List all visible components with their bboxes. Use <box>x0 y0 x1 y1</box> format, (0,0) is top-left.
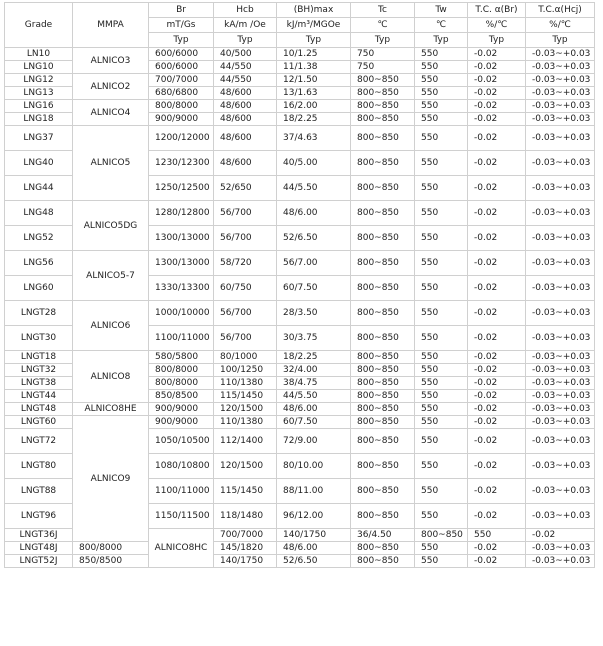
header-unit: %/℃ <box>468 18 526 33</box>
value-cell: -0.03~+0.03 <box>526 364 595 377</box>
table-row <box>5 251 595 276</box>
value-cell: 1230/12300 <box>149 151 214 176</box>
header-typ: Typ <box>277 33 351 48</box>
table-row <box>5 351 595 364</box>
value-cell: -0.02 <box>468 403 526 416</box>
value-cell: 40/5.00 <box>277 151 351 176</box>
value-cell: -0.02 <box>468 390 526 403</box>
grade-cell: LNGT52J <box>5 555 73 568</box>
value-cell: 56/700 <box>214 326 277 351</box>
value-cell: 800~850 <box>351 454 415 479</box>
grade-cell: LNGT30 <box>5 326 73 351</box>
header-mmpa: MMPA <box>73 3 149 48</box>
value-cell: 52/6.50 <box>277 226 351 251</box>
mmpa-cell: ALNICO6 <box>73 301 149 351</box>
value-cell: 800/8000 <box>149 100 214 113</box>
value-cell: 550 <box>415 74 468 87</box>
value-cell: 48/600 <box>214 87 277 100</box>
header-typ: Typ <box>149 33 214 48</box>
value-cell: 800~850 <box>351 351 415 364</box>
value-cell: -0.03~+0.03 <box>526 416 595 429</box>
table-row <box>5 74 595 87</box>
table-body <box>5 48 595 568</box>
alnico-properties-table <box>4 2 595 568</box>
value-cell: 1150/11500 <box>149 504 214 529</box>
value-cell: -0.02 <box>468 555 526 568</box>
grade-cell: LNG40 <box>5 151 73 176</box>
table-row <box>5 555 595 568</box>
value-cell: 800~850 <box>351 276 415 301</box>
header-tw: Tw <box>415 3 468 18</box>
value-cell: -0.02 <box>468 301 526 326</box>
value-cell: 140/1750 <box>214 555 277 568</box>
value-cell: 550 <box>415 113 468 126</box>
value-cell: 18/2.25 <box>277 351 351 364</box>
value-cell: 37/4.63 <box>277 126 351 151</box>
header-typ: Typ <box>415 33 468 48</box>
value-cell: 56/700 <box>214 301 277 326</box>
mmpa-cell: ALNICO8HE <box>73 403 149 416</box>
value-cell: 32/4.00 <box>277 364 351 377</box>
header-tc: Tc <box>351 3 415 18</box>
grade-cell: LNG16 <box>5 100 73 113</box>
value-cell: 800~850 <box>351 100 415 113</box>
value-cell: 800~850 <box>351 326 415 351</box>
value-cell: 1000/10000 <box>149 301 214 326</box>
value-cell: 28/3.50 <box>277 301 351 326</box>
mmpa-cell: ALNICO9 <box>73 416 149 542</box>
mmpa-cell: ALNICO8 <box>73 351 149 403</box>
value-cell: -0.03~+0.03 <box>526 454 595 479</box>
value-cell: 12/1.50 <box>277 74 351 87</box>
value-cell: 550 <box>415 479 468 504</box>
value-cell: 550 <box>415 326 468 351</box>
mmpa-cell: ALNICO4 <box>73 100 149 126</box>
value-cell: 550 <box>415 429 468 454</box>
grade-cell: LNGT88 <box>5 479 73 504</box>
value-cell: 52/6.50 <box>277 555 351 568</box>
value-cell: -0.02 <box>468 176 526 201</box>
value-cell: 550 <box>415 48 468 61</box>
grade-cell: LNGT72 <box>5 429 73 454</box>
value-cell: -0.02 <box>468 326 526 351</box>
grade-cell: LNG12 <box>5 74 73 87</box>
value-cell: 96/12.00 <box>277 504 351 529</box>
value-cell: 900/9000 <box>149 113 214 126</box>
value-cell: 550 <box>415 276 468 301</box>
value-cell: -0.02 <box>468 113 526 126</box>
grade-cell: LN10 <box>5 48 73 61</box>
value-cell: 36/4.50 <box>351 529 415 542</box>
value-cell: -0.03~+0.03 <box>526 542 595 555</box>
value-cell: -0.02 <box>468 226 526 251</box>
value-cell: 48/6.00 <box>277 403 351 416</box>
value-cell: 800~850 <box>351 151 415 176</box>
header-tc-br: T.C. α(Br) <box>468 3 526 18</box>
value-cell: -0.02 <box>468 100 526 113</box>
value-cell: 800~850 <box>351 74 415 87</box>
value-cell: -0.02 <box>468 276 526 301</box>
value-cell: 48/600 <box>214 151 277 176</box>
grade-cell: LNGT48 <box>5 403 73 416</box>
grade-cell: LNG60 <box>5 276 73 301</box>
value-cell: 48/600 <box>214 126 277 151</box>
value-cell: 800~850 <box>415 529 468 542</box>
value-cell: 800~850 <box>351 416 415 429</box>
value-cell: 800~850 <box>351 113 415 126</box>
grade-cell: LNGT44 <box>5 390 73 403</box>
grade-cell: LNGT96 <box>5 504 73 529</box>
value-cell: -0.02 <box>468 61 526 74</box>
value-cell: 700/7000 <box>214 529 277 542</box>
value-cell: -0.02 <box>468 377 526 390</box>
mmpa-cell: ALNICO8HC <box>149 529 214 568</box>
value-cell: -0.03~+0.03 <box>526 126 595 151</box>
grade-cell: LNGT60 <box>5 416 73 429</box>
header-unit: kJ/m³/MGOe <box>277 18 351 33</box>
value-cell: -0.02 <box>468 151 526 176</box>
value-cell: -0.03~+0.03 <box>526 74 595 87</box>
value-cell: 800~850 <box>351 390 415 403</box>
table-row <box>5 542 595 555</box>
value-cell: 800~850 <box>351 226 415 251</box>
value-cell: 10/1.25 <box>277 48 351 61</box>
value-cell: -0.02 <box>468 126 526 151</box>
value-cell: 550 <box>415 126 468 151</box>
grade-cell: LNG18 <box>5 113 73 126</box>
value-cell: 600/6000 <box>149 61 214 74</box>
value-cell: 550 <box>415 416 468 429</box>
grade-cell: LNGT80 <box>5 454 73 479</box>
header-br: Br <box>149 3 214 18</box>
value-cell: -0.02 <box>526 529 595 542</box>
value-cell: 88/11.00 <box>277 479 351 504</box>
value-cell: 550 <box>415 542 468 555</box>
value-cell: 110/1380 <box>214 416 277 429</box>
value-cell: 1300/13000 <box>149 251 214 276</box>
header-tc-hcj: T.C.α(Hcj) <box>526 3 595 18</box>
value-cell: 38/4.75 <box>277 377 351 390</box>
header-grade: Grade <box>5 3 73 48</box>
value-cell: 550 <box>415 364 468 377</box>
grade-cell: LNG37 <box>5 126 73 151</box>
value-cell: 115/1450 <box>214 390 277 403</box>
grade-cell: LNGT18 <box>5 351 73 364</box>
value-cell: 800~850 <box>351 403 415 416</box>
value-cell: 72/9.00 <box>277 429 351 454</box>
header-typ: Typ <box>214 33 277 48</box>
value-cell: -0.03~+0.03 <box>526 326 595 351</box>
value-cell: 56/700 <box>214 201 277 226</box>
value-cell: -0.03~+0.03 <box>526 429 595 454</box>
value-cell: 900/9000 <box>149 416 214 429</box>
value-cell: -0.03~+0.03 <box>526 276 595 301</box>
value-cell: 800~850 <box>351 377 415 390</box>
value-cell: 1280/12800 <box>149 201 214 226</box>
value-cell: 550 <box>415 390 468 403</box>
value-cell: 550 <box>415 504 468 529</box>
value-cell: 44/5.50 <box>277 176 351 201</box>
value-cell: -0.03~+0.03 <box>526 504 595 529</box>
mmpa-cell: ALNICO2 <box>73 74 149 100</box>
value-cell: 550 <box>415 301 468 326</box>
value-cell: 550 <box>415 226 468 251</box>
grade-cell: LNG10 <box>5 61 73 74</box>
value-cell: 80/1000 <box>214 351 277 364</box>
value-cell: -0.02 <box>468 504 526 529</box>
value-cell: 800~850 <box>351 364 415 377</box>
value-cell: 56/7.00 <box>277 251 351 276</box>
value-cell: 550 <box>415 100 468 113</box>
value-cell: -0.02 <box>468 454 526 479</box>
value-cell: 1200/12000 <box>149 126 214 151</box>
table-row <box>5 416 595 429</box>
value-cell: 800~850 <box>351 479 415 504</box>
value-cell: 11/1.38 <box>277 61 351 74</box>
value-cell: 100/1250 <box>214 364 277 377</box>
value-cell: 550 <box>468 529 526 542</box>
value-cell: 800~850 <box>351 251 415 276</box>
value-cell: 1100/11000 <box>149 479 214 504</box>
value-cell: 850/8500 <box>73 555 149 568</box>
value-cell: 58/720 <box>214 251 277 276</box>
value-cell: 850/8500 <box>149 390 214 403</box>
grade-cell: LNG48 <box>5 201 73 226</box>
value-cell: -0.02 <box>468 74 526 87</box>
value-cell: -0.02 <box>468 479 526 504</box>
mmpa-cell: ALNICO3 <box>73 48 149 74</box>
value-cell: 1250/12500 <box>149 176 214 201</box>
header-unit: ℃ <box>415 18 468 33</box>
grade-cell: LNGT36J <box>5 529 73 542</box>
table-row <box>5 201 595 226</box>
grade-cell: LNG13 <box>5 87 73 100</box>
value-cell: -0.03~+0.03 <box>526 100 595 113</box>
header-typ: Typ <box>526 33 595 48</box>
value-cell: 700/7000 <box>149 74 214 87</box>
value-cell: 60/7.50 <box>277 276 351 301</box>
value-cell: 1080/10800 <box>149 454 214 479</box>
header-unit: ℃ <box>351 18 415 33</box>
value-cell: 1300/13000 <box>149 226 214 251</box>
value-cell: 110/1380 <box>214 377 277 390</box>
value-cell: -0.03~+0.03 <box>526 176 595 201</box>
value-cell: -0.03~+0.03 <box>526 479 595 504</box>
value-cell: 56/700 <box>214 226 277 251</box>
value-cell: 750 <box>351 48 415 61</box>
value-cell: -0.03~+0.03 <box>526 251 595 276</box>
value-cell: -0.03~+0.03 <box>526 377 595 390</box>
value-cell: -0.02 <box>468 542 526 555</box>
grade-cell: LNG52 <box>5 226 73 251</box>
value-cell: 48/6.00 <box>277 542 351 555</box>
value-cell: -0.02 <box>468 251 526 276</box>
value-cell: 48/600 <box>214 100 277 113</box>
value-cell: 112/1400 <box>214 429 277 454</box>
header-unit: mT/Gs <box>149 18 214 33</box>
value-cell: 60/750 <box>214 276 277 301</box>
value-cell: 800/8000 <box>149 364 214 377</box>
value-cell: -0.02 <box>468 416 526 429</box>
value-cell: 550 <box>415 151 468 176</box>
value-cell: 118/1480 <box>214 504 277 529</box>
value-cell: -0.03~+0.03 <box>526 351 595 364</box>
value-cell: 1330/13300 <box>149 276 214 301</box>
value-cell: -0.02 <box>468 48 526 61</box>
value-cell: 680/6800 <box>149 87 214 100</box>
value-cell: -0.03~+0.03 <box>526 403 595 416</box>
value-cell: 800~850 <box>351 504 415 529</box>
mmpa-cell: ALNICO5-7 <box>73 251 149 301</box>
value-cell: 48/600 <box>214 113 277 126</box>
value-cell: 800~850 <box>351 176 415 201</box>
value-cell: 1050/10500 <box>149 429 214 454</box>
value-cell: 18/2.25 <box>277 113 351 126</box>
value-cell: 44/550 <box>214 61 277 74</box>
value-cell: 80/10.00 <box>277 454 351 479</box>
value-cell: 800~850 <box>351 201 415 226</box>
table-row <box>5 48 595 61</box>
value-cell: 900/9000 <box>149 403 214 416</box>
value-cell: 550 <box>415 87 468 100</box>
header-hcb: Hcb <box>214 3 277 18</box>
value-cell: -0.02 <box>468 364 526 377</box>
value-cell: 800~850 <box>351 429 415 454</box>
mmpa-cell: ALNICO5 <box>73 126 149 201</box>
value-cell: -0.03~+0.03 <box>526 301 595 326</box>
value-cell: 580/5800 <box>149 351 214 364</box>
value-cell: 115/1450 <box>214 479 277 504</box>
value-cell: 550 <box>415 454 468 479</box>
value-cell: 40/500 <box>214 48 277 61</box>
value-cell: 550 <box>415 176 468 201</box>
value-cell: -0.03~+0.03 <box>526 48 595 61</box>
value-cell: 550 <box>415 351 468 364</box>
value-cell: -0.03~+0.03 <box>526 113 595 126</box>
value-cell: 750 <box>351 61 415 74</box>
table-row <box>5 301 595 326</box>
value-cell: 550 <box>415 555 468 568</box>
value-cell: -0.03~+0.03 <box>526 555 595 568</box>
table-row <box>5 126 595 151</box>
value-cell: -0.03~+0.03 <box>526 201 595 226</box>
value-cell: 52/650 <box>214 176 277 201</box>
value-cell: 48/6.00 <box>277 201 351 226</box>
value-cell: -0.03~+0.03 <box>526 151 595 176</box>
value-cell: 800~850 <box>351 555 415 568</box>
value-cell: 800~850 <box>351 126 415 151</box>
value-cell: 800~850 <box>351 301 415 326</box>
header-bhmax: (BH)max <box>277 3 351 18</box>
value-cell: 550 <box>415 403 468 416</box>
value-cell: 550 <box>415 201 468 226</box>
value-cell: -0.03~+0.03 <box>526 61 595 74</box>
grade-cell: LNGT48J <box>5 542 73 555</box>
mmpa-cell: ALNICO5DG <box>73 201 149 251</box>
value-cell: 120/1500 <box>214 454 277 479</box>
table-row <box>5 403 595 416</box>
value-cell: -0.02 <box>468 87 526 100</box>
grade-cell: LNG56 <box>5 251 73 276</box>
value-cell: 60/7.50 <box>277 416 351 429</box>
grade-cell: LNGT38 <box>5 377 73 390</box>
value-cell: 800~850 <box>351 87 415 100</box>
table-row <box>5 100 595 113</box>
value-cell: 44/5.50 <box>277 390 351 403</box>
value-cell: -0.03~+0.03 <box>526 87 595 100</box>
value-cell: 550 <box>415 61 468 74</box>
grade-cell: LNGT28 <box>5 301 73 326</box>
value-cell: 145/1820 <box>214 542 277 555</box>
value-cell: -0.03~+0.03 <box>526 226 595 251</box>
value-cell: -0.02 <box>468 429 526 454</box>
value-cell: 800~850 <box>351 542 415 555</box>
header-unit: kA/m /Oe <box>214 18 277 33</box>
value-cell: 16/2.00 <box>277 100 351 113</box>
value-cell: -0.02 <box>468 351 526 364</box>
value-cell: 30/3.75 <box>277 326 351 351</box>
value-cell: 800/8000 <box>149 377 214 390</box>
value-cell: 1100/11000 <box>149 326 214 351</box>
value-cell: 13/1.63 <box>277 87 351 100</box>
header-unit: %/℃ <box>526 18 595 33</box>
value-cell: -0.03~+0.03 <box>526 390 595 403</box>
grade-cell: LNG44 <box>5 176 73 201</box>
header-typ: Typ <box>351 33 415 48</box>
grade-cell: LNGT32 <box>5 364 73 377</box>
header-typ: Typ <box>468 33 526 48</box>
value-cell: 800/8000 <box>73 542 149 555</box>
value-cell: 120/1500 <box>214 403 277 416</box>
value-cell: -0.02 <box>468 201 526 226</box>
value-cell: 140/1750 <box>277 529 351 542</box>
header-row-names <box>5 3 595 18</box>
value-cell: 550 <box>415 251 468 276</box>
value-cell: 44/550 <box>214 74 277 87</box>
value-cell: 550 <box>415 377 468 390</box>
value-cell: 600/6000 <box>149 48 214 61</box>
